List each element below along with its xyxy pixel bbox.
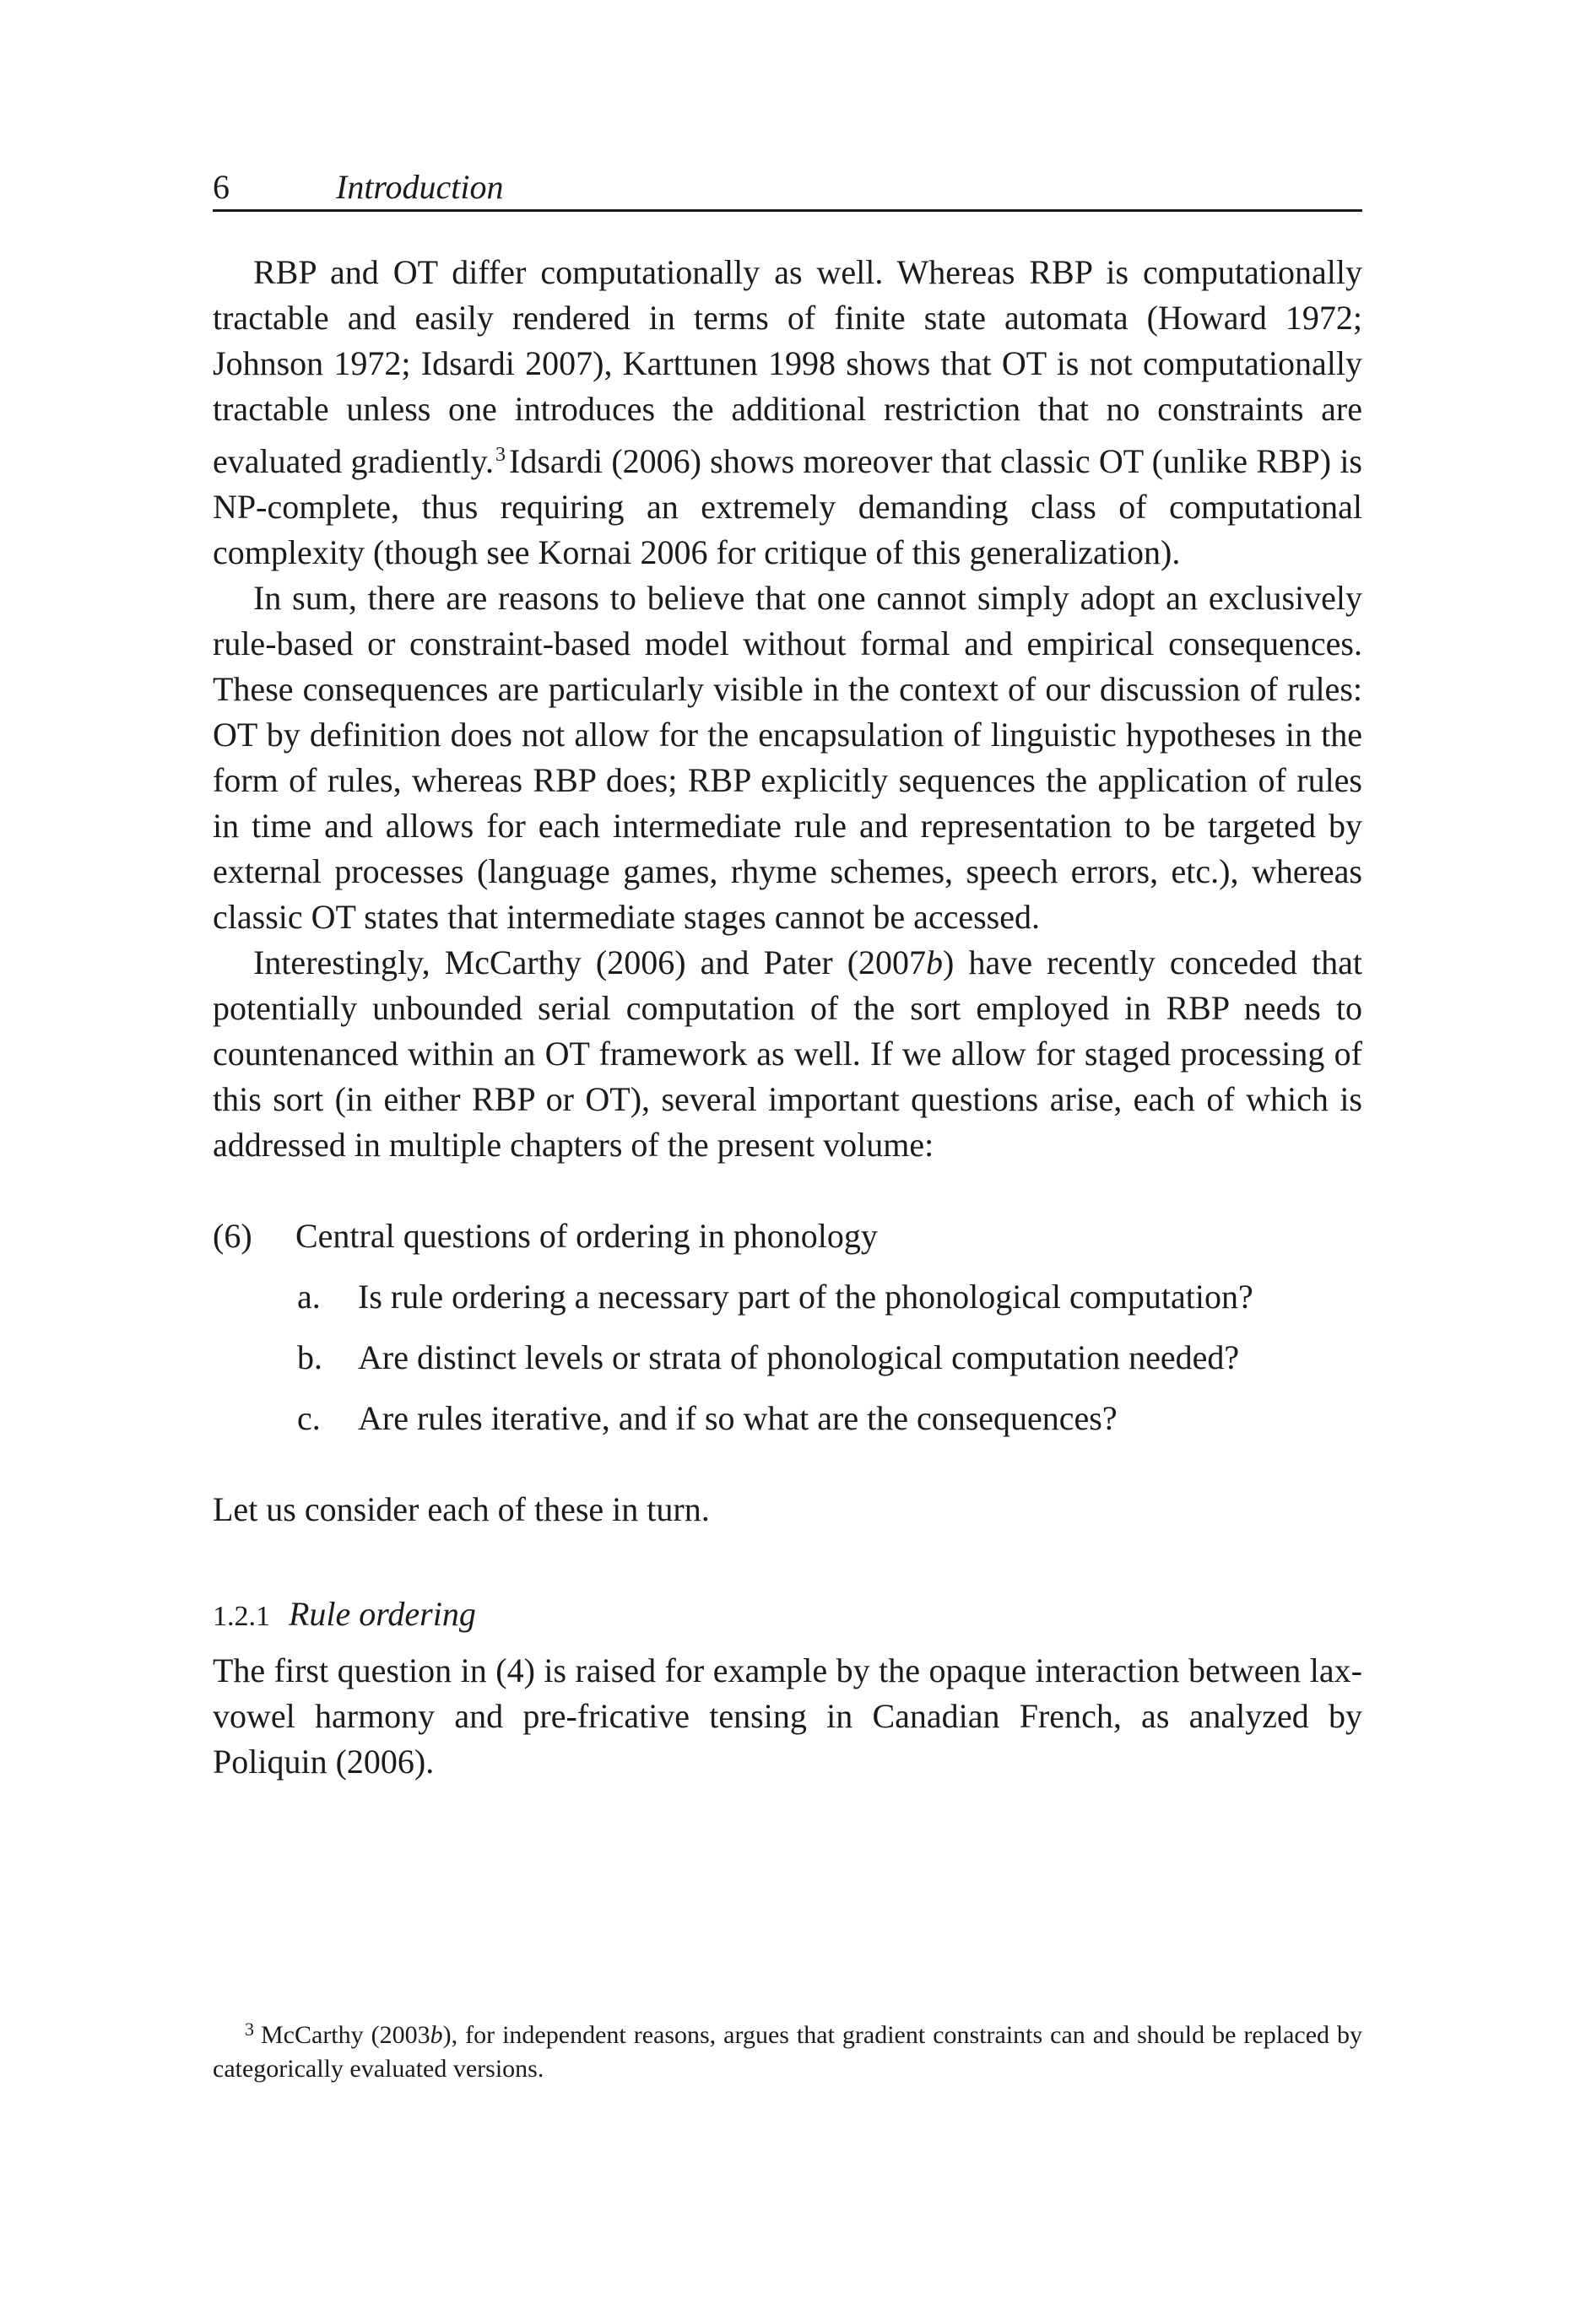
section-title: Rule ordering — [289, 1595, 476, 1633]
footnote-text: ), for independent reasons, argues that gradient constraints can and should be replaced by categorically evaluated versions. — [213, 2021, 1363, 2083]
running-head — [213, 165, 1362, 212]
example-item-letter: a. — [297, 1278, 321, 1316]
example-item-letter: c. — [297, 1399, 321, 1437]
paragraph-interestingly — [213, 940, 1362, 1168]
example-item-letter: b. — [297, 1338, 322, 1376]
section-number: 1.2.1 — [213, 1601, 270, 1632]
transition-sentence: Let us consider each of these in turn. — [213, 1490, 710, 1528]
example-heading — [213, 1213, 1362, 1259]
paragraph-text: Idsardi (2006) shows moreover that classic OT (unlike RBP) is NP-complete, thus requiring an extremely demanding class of computational complexity (though see Kornai 2006 for critique of this generalization). — [213, 442, 1363, 571]
example-list — [213, 1213, 1362, 1441]
footnote-reference[interactable]: 3 — [495, 444, 506, 466]
section-paragraph: The first question in (4) is raised for example by the opaque interaction between lax-vowel harmony and pre-fricative tensing in Canadian French, as analyzed by Poliquin (2006). — [213, 1651, 1362, 1781]
footnote-text: McCarthy (2003 — [261, 2021, 430, 2049]
section-heading — [213, 1592, 1362, 1640]
example-item — [213, 1396, 1362, 1441]
example-heading-text: Central questions of ordering in phonology — [295, 1217, 878, 1255]
example-item — [213, 1335, 1362, 1381]
running-head-title: Introduction — [336, 168, 504, 206]
example-item — [213, 1274, 1362, 1320]
paragraph-text: Interestingly, McCarthy (2006) and Pater (2007 — [253, 943, 927, 981]
paragraph-computational — [213, 250, 1362, 576]
footnote — [213, 2013, 1362, 2086]
example-item-text: Are distinct levels or strata of phonological computation needed? — [358, 1338, 1240, 1376]
example-item-text: Are rules iterative, and if so what are the consequences? — [358, 1399, 1118, 1437]
paragraph-in-sum: In sum, there are reasons to believe that one cannot simply adopt an exclusively rule-based or constraint-based model without formal and empirical consequences. These consequences are particularly visible in the context of our discussion of rules: OT by definition does not allow for the encapsulation of linguistic hypotheses in the form of rules, whereas RBP does; RBP explicitly sequences the application of rules in time and allows for each intermediate rule and representation to be targeted by external processes (language games, rhyme schemes, speech errors, etc.), whereas classic OT states that intermediate stages cannot be accessed. — [213, 579, 1362, 936]
footnote-mark: 3 — [245, 2019, 254, 2040]
paragraph-text: ) have recently conceded that potentially unbounded serial computation of the sort employed in RBP needs to countenanced within an OT framework as well. If we allow for staged processing of this sort (in either RBP or OT), several important questions arise, each of which is addressed in multiple chapters of the present volume: — [213, 943, 1362, 1164]
paragraph-text: RBP and OT differ computationally as well. Whereas RBP is computationally tractable and easily rendered in terms of finite state automata (Howard 1972; Johnson 1972; Idsardi 2007), Karttunen 1998 shows that OT is not computationally tractable unless one introduces the additional restriction that no constraints are evaluated gradiently. — [213, 253, 1362, 480]
body-text — [213, 250, 1362, 1785]
page-number: 6 — [213, 168, 230, 206]
italic-letter: b — [926, 943, 944, 981]
italic-letter: b — [430, 2021, 443, 2049]
example-number: (6) — [213, 1217, 252, 1255]
example-item-text: Is rule ordering a necessary part of the phonological computation? — [358, 1278, 1253, 1316]
